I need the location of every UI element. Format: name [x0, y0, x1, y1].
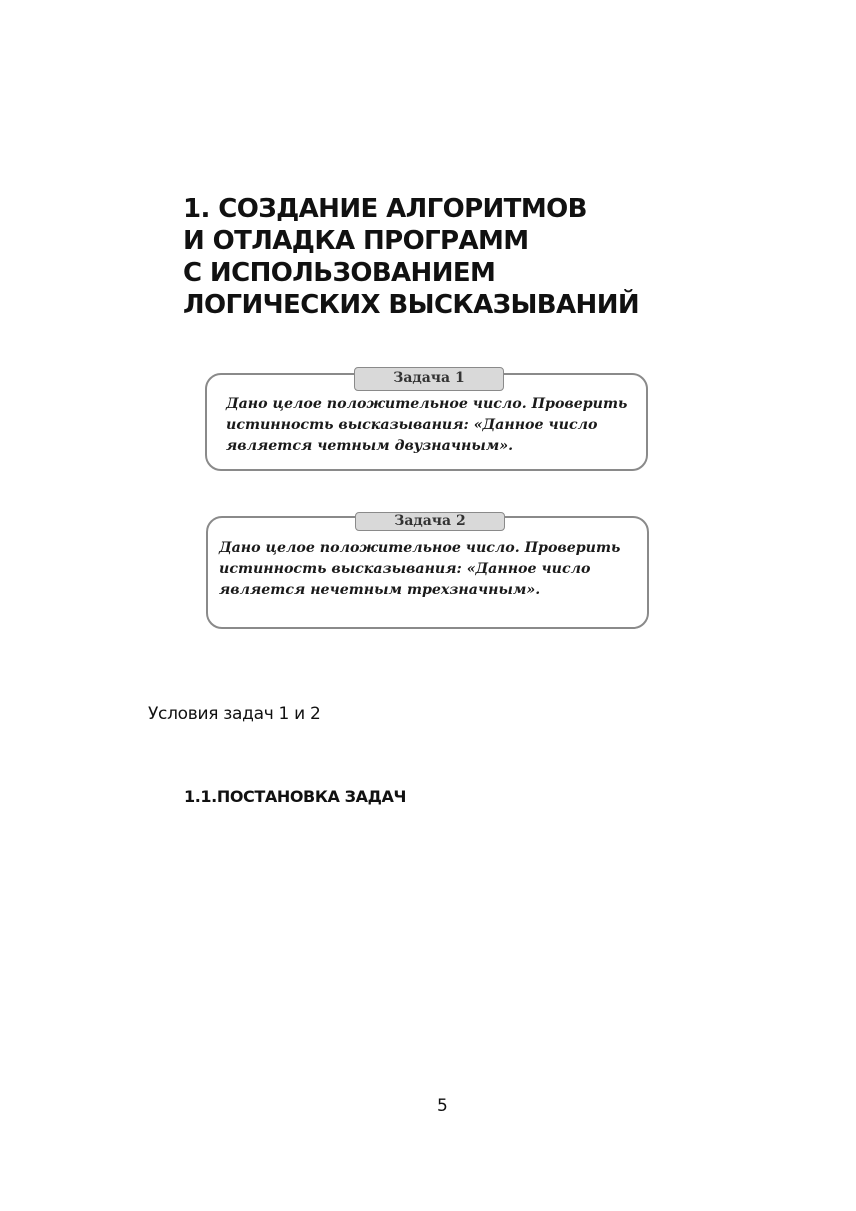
task-text-line: Дано целое положительное число. Проверить: [226, 396, 628, 412]
task-text-line: истинность высказывания: «Данное число: [219, 561, 591, 577]
figure-caption: Условия задач 1 и 2: [148, 704, 321, 724]
task-text-line: является четным двузначным».: [226, 438, 514, 454]
section-title: 1.1.ПОСТАНОВКА ЗАДАЧ: [184, 787, 406, 806]
task-text-line: истинность высказывания: «Данное число: [226, 417, 598, 433]
task-text-line: Дано целое положительное число. Проверить: [219, 540, 621, 556]
task-1-label: Задача 1: [354, 367, 504, 391]
chapter-title: [183, 193, 703, 321]
chapter-title-line: С ИСПОЛЬЗОВАНИЕМ: [183, 258, 496, 288]
task-1-text: [226, 394, 627, 457]
task-text-line: является нечетным трехзначным».: [219, 582, 541, 598]
task-1-box: [205, 370, 648, 471]
chapter-title-line: ЛОГИЧЕСКИХ ВЫСКАЗЫВАНИЙ: [183, 290, 640, 320]
chapter-title-line: И ОТЛАДКА ПРОГРАММ: [183, 226, 529, 256]
task-2-box: [206, 513, 649, 629]
task-2-label: Задача 2: [355, 512, 505, 531]
page-number: 5: [437, 1096, 448, 1116]
task-2-text: [219, 538, 620, 601]
chapter-title-line: 1. СОЗДАНИЕ АЛГОРИТМОВ: [183, 194, 587, 224]
